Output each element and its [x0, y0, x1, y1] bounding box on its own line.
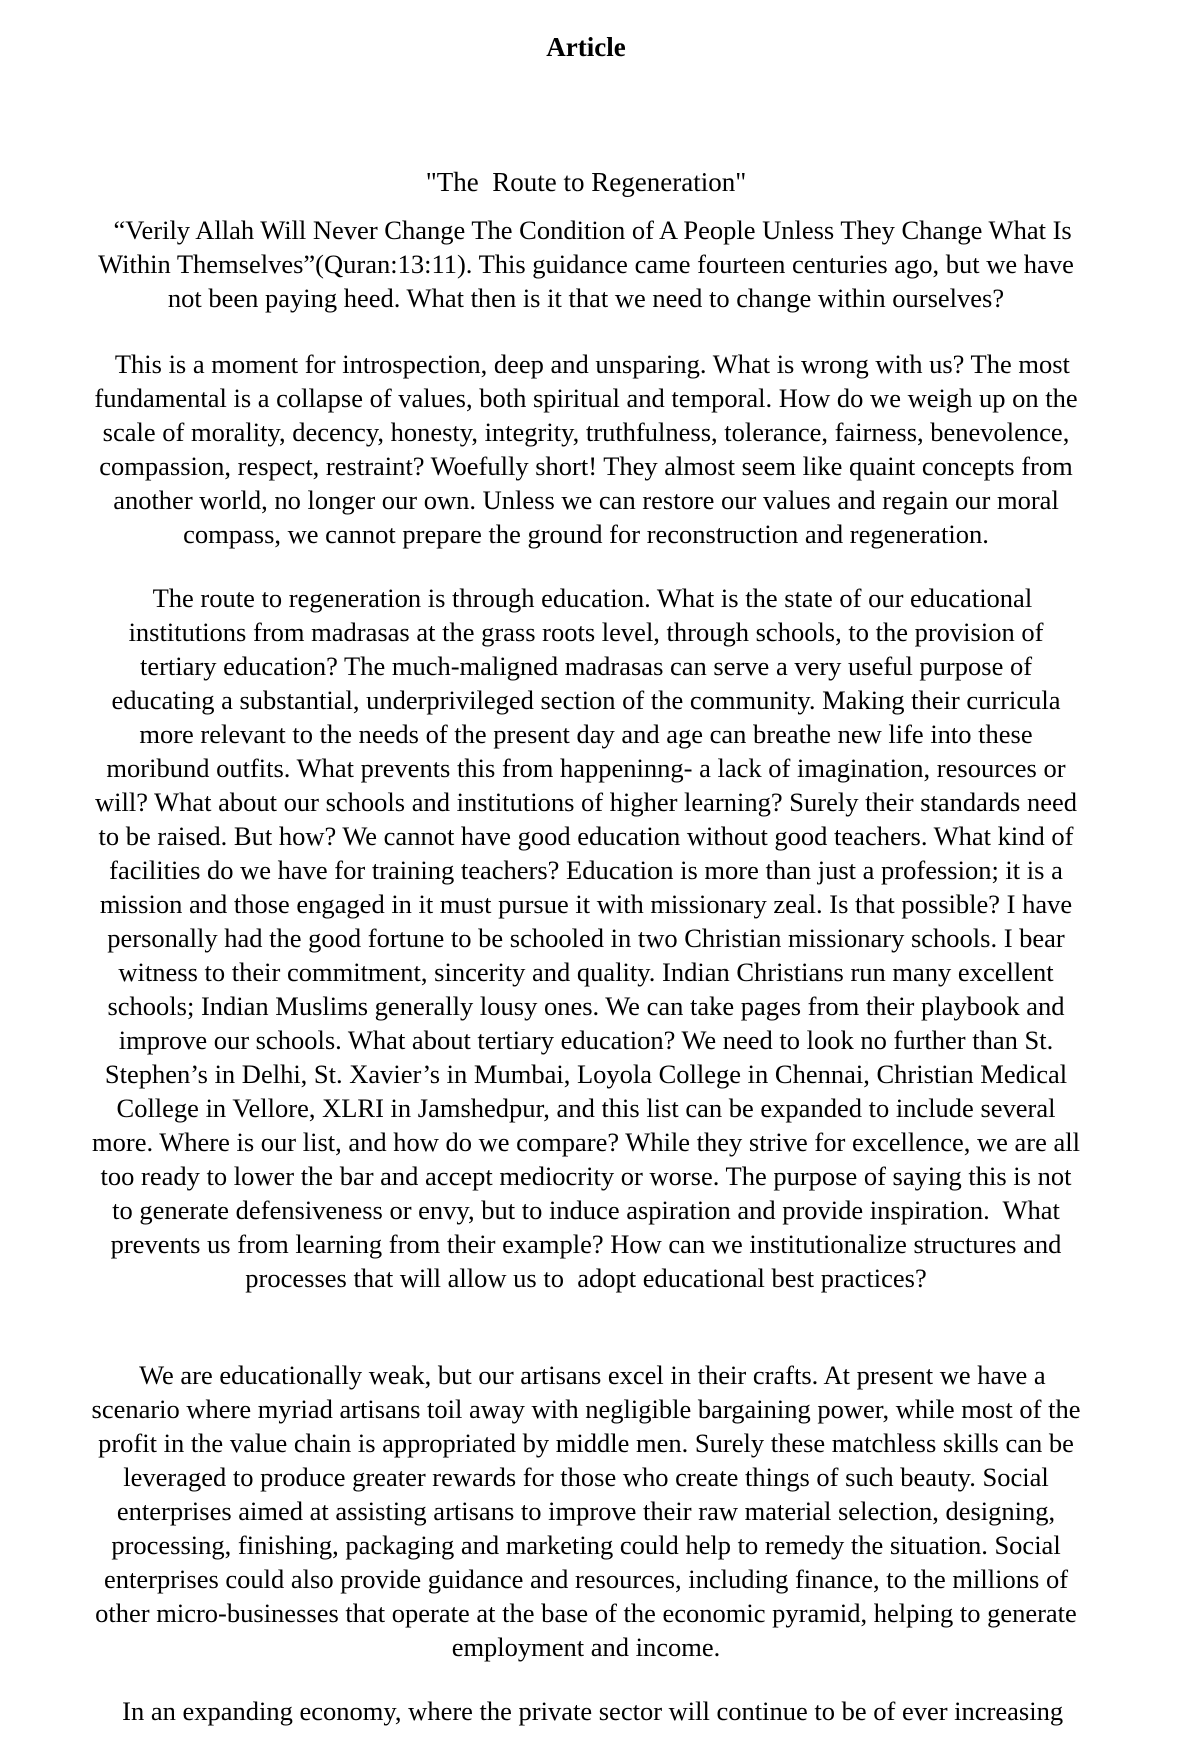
paragraph-line: profit in the value chain is appropriated by middle men. Surely these matchless skills can be: [98, 1428, 1074, 1458]
paragraph-line: mission and those engaged in it must pursue it with missionary zeal. Is that possible? I have: [99, 889, 1073, 919]
article-heading: Article: [546, 32, 626, 62]
paragraph-line: employment and income.: [451, 1632, 721, 1662]
paragraph-line: compass, we cannot prepare the ground for reconstruction and regeneration.: [183, 519, 989, 549]
paragraph-line: leveraged to produce greater rewards for those who create things of such beauty. Social: [123, 1462, 1049, 1492]
paragraph-line: fundamental is a collapse of values, both spiritual and temporal. How do we weigh up on the: [94, 383, 1078, 413]
paragraph-line: We are educationally weak, but our artisans excel in their crafts. At present we have a: [126, 1360, 1046, 1390]
paragraph-line: Stephen’s in Delhi, St. Xavier’s in Mumbai, Loyola College in Chennai, Christian Medical: [104, 1059, 1068, 1089]
paragraph-line: In an expanding economy, where the private sector will continue to be of ever increasing: [108, 1696, 1064, 1726]
paragraph-line: “Verily Allah Will Never Change The Condition of A People Unless They Change What Is: [100, 215, 1072, 245]
paragraph-line: not been paying heed. What then is it that we need to change within ourselves?: [167, 283, 1005, 313]
paragraph-line: improve our schools. What about tertiary education? We need to look no further than St.: [118, 1025, 1054, 1055]
paragraph-line: educating a substantial, underprivileged section of the community. Making their curricula: [111, 685, 1061, 715]
paragraph-line: scenario where myriad artisans toil away with negligible bargaining power, while most of the: [91, 1394, 1081, 1424]
paragraph-line: will? What about our schools and institutions of higher learning? Surely their standards need: [94, 787, 1077, 817]
paragraph-line: The route to regeneration is through education. What is the state of our educational: [139, 583, 1033, 613]
paragraph-line: tertiary education? The much-maligned madrasas can serve a very useful purpose of: [139, 651, 1033, 681]
paragraph-line: College in Vellore, XLRI in Jamshedpur, and this list can be expanded to include several: [116, 1093, 1056, 1123]
paragraph-line: witness to their commitment, sincerity and quality. Indian Christians run many excellent: [118, 957, 1054, 987]
paragraph-2: [30, 347, 1142, 551]
paragraph-line: too ready to lower the bar and accept mediocrity or worse. The purpose of saying this is not: [100, 1161, 1072, 1191]
paragraph-line: more relevant to the needs of the present day and age can breathe new life into these: [139, 719, 1033, 749]
paragraph-4: [30, 1358, 1142, 1664]
paragraph-3: [30, 581, 1142, 1295]
paragraph-line: processes that will allow us to adopt educational best practices?: [245, 1263, 927, 1293]
article-title: "The Route to Regeneration": [425, 167, 747, 197]
paragraph-line: facilities do we have for training teachers? Education is more than just a profession; it is a: [109, 855, 1063, 885]
paragraph-line: another world, no longer our own. Unless we can restore our values and regain our moral: [113, 485, 1059, 515]
paragraph-line: This is a moment for introspection, deep and unsparing. What is wrong with us? The most: [102, 349, 1070, 379]
paragraph-line: Within Themselves”(Quran:13:11). This guidance came fourteen centuries ago, but we have: [98, 249, 1074, 279]
paragraph-line: schools; Indian Muslims generally lousy ones. We can take pages from their playbook and: [107, 991, 1065, 1021]
paragraph-line: to generate defensiveness or envy, but to induce aspiration and provide inspiration. What: [112, 1195, 1060, 1225]
paragraph-1: [30, 213, 1142, 315]
paragraph-line: scale of morality, decency, honesty, integrity, truthfulness, tolerance, fairness, benevolence,: [102, 417, 1070, 447]
paragraph-line: enterprises aimed at assisting artisans to improve their raw material selection, designing,: [116, 1496, 1056, 1526]
paragraph-line: prevents us from learning from their example? How can we institutionalize structures and: [110, 1229, 1062, 1259]
paragraph-line: moribund outfits. What prevents this from happeninng- a lack of imagination, resources or: [106, 753, 1066, 783]
paragraph-line: processing, finishing, packaging and marketing could help to remedy the situation. Social: [111, 1530, 1061, 1560]
paragraph-line: enterprises could also provide guidance and resources, including finance, to the millions of: [103, 1564, 1069, 1594]
paragraph-line: to be raised. But how? We cannot have good education without good teachers. What kind of: [98, 821, 1074, 851]
paragraph-line: personally had the good fortune to be schooled in two Christian missionary schools. I bear: [107, 923, 1065, 953]
paragraph-line: other micro-businesses that operate at the base of the economic pyramid, helping to generate: [95, 1598, 1077, 1628]
paragraph-line: compassion, respect, restraint? Woefully short! They almost seem like quaint concepts from: [99, 451, 1073, 481]
paragraph-line: more. Where is our list, and how do we compare? While they strive for excellence, we are all: [92, 1127, 1080, 1157]
paragraph-5: [30, 1694, 1142, 1728]
paragraph-line: institutions from madrasas at the grass roots level, through schools, to the provision of: [128, 617, 1044, 647]
